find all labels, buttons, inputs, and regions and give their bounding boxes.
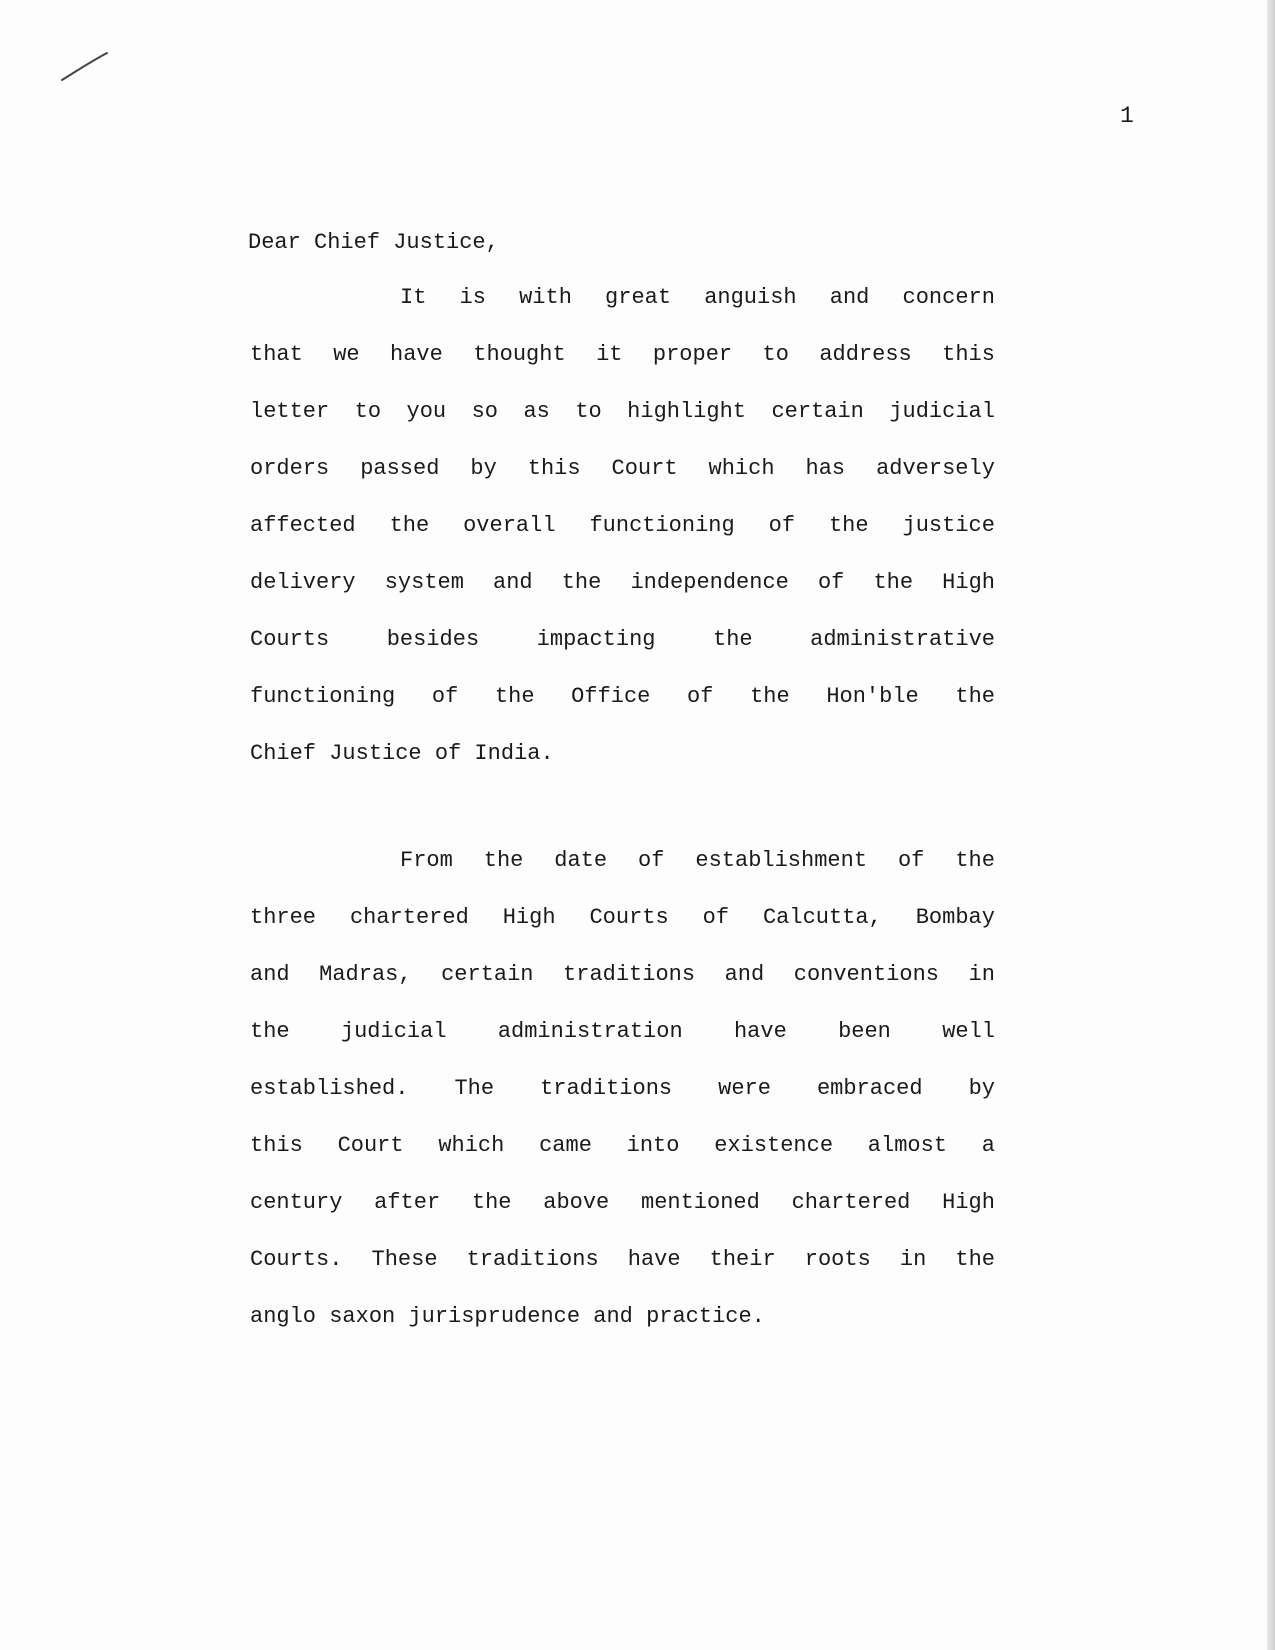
- word: the: [955, 1247, 995, 1272]
- word: address: [819, 342, 912, 367]
- word: letter: [250, 399, 330, 424]
- word: mentioned: [641, 1190, 760, 1215]
- word: system: [384, 570, 464, 595]
- word: establishment: [695, 848, 868, 873]
- word: which: [438, 1133, 505, 1158]
- word: so: [471, 399, 498, 424]
- word: chartered: [791, 1190, 911, 1215]
- word: which: [708, 456, 775, 481]
- word: Calcutta,: [762, 905, 882, 930]
- word: and: [829, 285, 870, 310]
- word: of: [687, 684, 714, 709]
- word: adversely: [876, 456, 995, 481]
- word: anguish: [704, 285, 797, 310]
- word: the: [713, 627, 753, 652]
- word: High: [942, 570, 995, 595]
- text-line: [250, 284, 995, 341]
- word: the: [494, 684, 535, 709]
- word: Courts.: [250, 1247, 343, 1272]
- word: to: [575, 399, 602, 424]
- word: Bombay: [915, 905, 995, 930]
- word: the: [483, 848, 524, 873]
- text-line: [250, 1075, 995, 1132]
- text-line: [250, 626, 995, 683]
- scan-edge-shadow: [1267, 0, 1275, 1650]
- word: date: [554, 848, 608, 873]
- word: have: [733, 1019, 787, 1044]
- text-line: [250, 904, 995, 961]
- text-line: [250, 341, 995, 398]
- text-line: [250, 847, 995, 904]
- word: and: [724, 962, 765, 987]
- word: functioning: [589, 513, 735, 538]
- word: impacting: [536, 627, 656, 652]
- text-line: [250, 512, 995, 569]
- word: we: [333, 342, 360, 367]
- word: were: [718, 1076, 771, 1101]
- word: Madras,: [319, 962, 412, 987]
- text-line: [250, 1132, 995, 1189]
- word: traditions: [563, 962, 696, 987]
- word: roots: [804, 1247, 871, 1272]
- word: of: [702, 905, 730, 930]
- word: the: [389, 513, 430, 538]
- word: have: [390, 342, 443, 367]
- word: of: [897, 848, 925, 873]
- pen-stroke-mark-icon: [60, 50, 120, 90]
- word: passed: [360, 456, 440, 481]
- text-line: [250, 1246, 995, 1303]
- word: Court: [611, 456, 678, 481]
- word: orders: [250, 456, 330, 481]
- word: to: [762, 342, 789, 367]
- word: judicial: [889, 399, 995, 424]
- word: certain: [771, 399, 864, 424]
- word: From: [400, 848, 453, 873]
- word: came: [539, 1133, 592, 1158]
- word: justice: [902, 513, 995, 538]
- word: Hon'ble: [826, 684, 919, 709]
- word: the: [873, 570, 914, 595]
- word: is: [459, 285, 486, 310]
- text-line: [250, 1303, 995, 1360]
- word: the: [250, 1019, 290, 1044]
- word: a: [981, 1133, 995, 1158]
- word: independence: [630, 570, 789, 595]
- word: the: [828, 513, 869, 538]
- text-line: [250, 1018, 995, 1075]
- word: has: [805, 456, 846, 481]
- word: established.: [250, 1076, 409, 1101]
- word: the: [471, 1190, 512, 1215]
- word: administrative: [810, 627, 995, 652]
- word: besides: [386, 627, 480, 652]
- text-line: [250, 398, 995, 455]
- line-text: anglo saxon jurisprudence and practice.: [250, 1304, 765, 1329]
- word: These: [371, 1247, 438, 1272]
- word: conventions: [793, 962, 939, 987]
- word: their: [709, 1247, 776, 1272]
- word: traditions: [466, 1247, 599, 1272]
- word: of: [768, 513, 796, 538]
- word: Court: [337, 1133, 404, 1158]
- word: High: [942, 1190, 995, 1215]
- word: as: [523, 399, 550, 424]
- word: been: [838, 1019, 891, 1044]
- word: well: [942, 1019, 995, 1044]
- text-line: [250, 740, 995, 797]
- word: of: [431, 684, 459, 709]
- paragraph-1: [250, 284, 995, 797]
- line-text: Chief Justice of India.: [250, 741, 554, 766]
- word: certain: [441, 962, 534, 987]
- word: Office: [571, 684, 651, 709]
- word: embraced: [816, 1076, 923, 1101]
- word: have: [627, 1247, 681, 1272]
- word: administration: [497, 1019, 683, 1044]
- word: that: [250, 342, 303, 367]
- word: It: [400, 285, 427, 310]
- paragraph-2: [250, 847, 995, 1360]
- word: The: [454, 1076, 495, 1101]
- word: the: [561, 570, 602, 595]
- text-line: [250, 569, 995, 626]
- word: traditions: [540, 1076, 673, 1101]
- word: affected: [250, 513, 356, 538]
- word: you: [406, 399, 447, 424]
- text-line: [250, 683, 995, 740]
- word: into: [626, 1133, 680, 1158]
- word: the: [955, 684, 995, 709]
- word: by: [470, 456, 497, 481]
- page-number: 1: [1120, 103, 1134, 129]
- word: Courts: [589, 905, 669, 930]
- word: overall: [463, 513, 556, 538]
- word: this: [942, 342, 995, 367]
- text-line: [250, 961, 995, 1018]
- word: functioning: [250, 684, 396, 709]
- word: concern: [902, 285, 995, 310]
- word: in: [899, 1247, 927, 1272]
- word: with: [519, 285, 572, 310]
- word: proper: [652, 342, 733, 367]
- word: and: [250, 962, 290, 987]
- word: judicial: [340, 1019, 447, 1044]
- word: delivery: [250, 570, 356, 595]
- word: after: [374, 1190, 441, 1215]
- word: this: [250, 1133, 303, 1158]
- word: the: [955, 848, 995, 873]
- word: highlight: [627, 399, 746, 424]
- word: existence: [714, 1133, 834, 1158]
- word: the: [750, 684, 790, 709]
- word: of: [638, 848, 665, 873]
- text-line: [250, 1189, 995, 1246]
- word: of: [817, 570, 845, 595]
- word: it: [596, 342, 623, 367]
- salutation: Dear Chief Justice,: [248, 230, 499, 255]
- word: Courts: [250, 627, 330, 652]
- word: chartered: [349, 905, 469, 930]
- word: by: [968, 1076, 995, 1101]
- text-line: [250, 455, 995, 512]
- word: High: [502, 905, 556, 930]
- word: and: [493, 570, 533, 595]
- word: this: [527, 456, 581, 481]
- word: century: [250, 1190, 343, 1215]
- word: to: [354, 399, 382, 424]
- word: thought: [473, 342, 566, 367]
- word: in: [968, 962, 995, 987]
- word: almost: [867, 1133, 948, 1158]
- word: great: [605, 285, 672, 310]
- word: three: [250, 905, 317, 930]
- word: above: [543, 1190, 610, 1215]
